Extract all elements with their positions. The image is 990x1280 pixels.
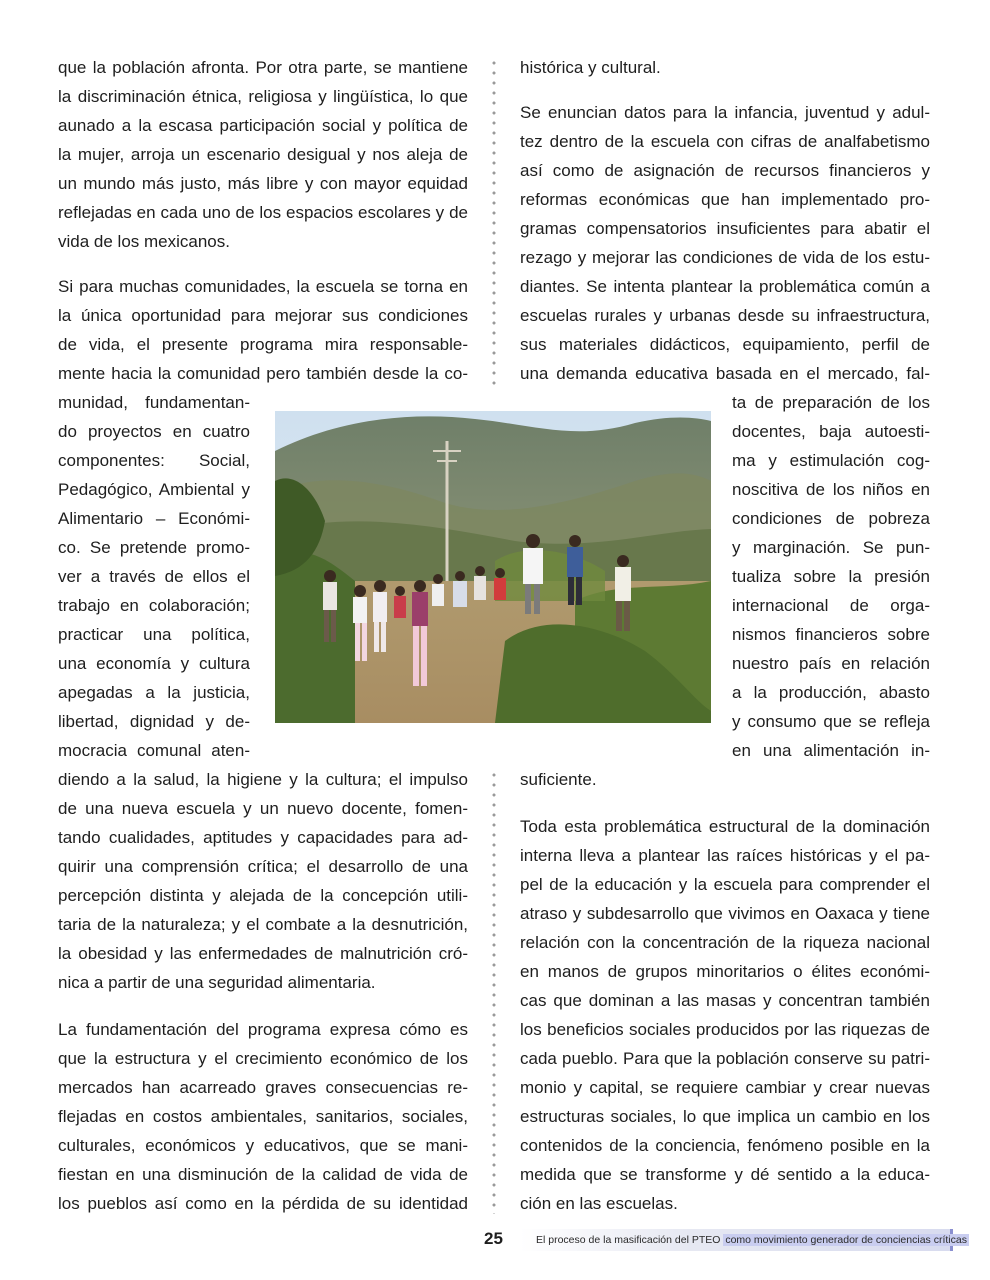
text-line: mocracia comunal aten- <box>58 741 250 760</box>
text-line: aunado a la escasa participación social y política de <box>58 116 468 135</box>
text-line: diantes. Se intenta plantear la problemática común a <box>520 277 930 296</box>
text-line: taria de la naturaleza; y el combate a la desnutrición, <box>58 915 468 934</box>
text-line: tez dentro de la escuela con cifras de analfabetismo <box>520 132 930 151</box>
text-line: gramas compensatorios insuficientes para abatir el <box>520 219 930 238</box>
text-line: reflejadas en cada uno de los espacios escolares y de <box>58 203 468 222</box>
running-footer <box>536 1233 969 1247</box>
text-line: de una nueva escuela y un nuevo docente, fomen- <box>58 799 468 818</box>
text-line: fiestan en una disminución de la calidad de vida de <box>58 1165 468 1184</box>
page-number: 25 <box>484 1229 503 1248</box>
text-line: tando cualidades, aptitudes y capacidades para ad- <box>58 828 468 847</box>
text-line: culturales, económicos y educativos, que se mani- <box>58 1136 468 1155</box>
text-line: atraso y subdesarrollo que vivimos en Oaxaca y tiene <box>520 904 930 923</box>
text-line: La fundamentación del programa expresa cómo es <box>58 1020 468 1039</box>
text-line: monio y capital, se requiere cambiar y crear nuevas <box>520 1078 930 1097</box>
text-line: quirir una comprensión crítica; el desarrollo de una <box>58 857 468 876</box>
text-line: medida que se transforme y dé sentido a la educa- <box>520 1165 930 1184</box>
text-line: relación con la concentración de la riqueza nacional <box>520 933 930 952</box>
text-line: vida de los mexicanos. <box>58 232 230 251</box>
text-line: reformas económicas que han implementado pro- <box>520 190 930 209</box>
text-line: interna lleva a plantear las raíces históricas y el pa- <box>520 846 930 865</box>
text-line: Toda esta problemática estructural de la dominación <box>520 817 930 836</box>
column-divider-top <box>492 58 496 388</box>
text-line: los beneficios sociales producidos por las riquezas de <box>520 1020 930 1039</box>
text-line: la discriminación étnica, religiosa y lingüística, lo que <box>58 87 468 106</box>
text-line: docentes, baja autoesti- <box>732 422 930 441</box>
text-line: a la producción, abasto <box>732 683 930 702</box>
text-line: ma y estimulación cog- <box>732 451 930 470</box>
running-footer-text: El proceso de la masificación del PTEO <box>536 1234 721 1246</box>
text-line: practicar una política, <box>58 625 250 644</box>
text-line: ver a través de ellos el <box>58 567 250 586</box>
text-line: en una alimentación in- <box>732 741 930 760</box>
text-line: una demanda educativa basada en el mercado, fal- <box>520 364 930 383</box>
text-line: munidad, fundamentan- <box>58 393 250 412</box>
text-line: la mujer, arroja un escenario desigual y nos aleja de <box>58 145 468 164</box>
text-line: rezago y mejorar las condiciones de vida de los estu- <box>520 248 930 267</box>
text-line: y consumo que se refleja <box>732 712 930 731</box>
text-line: un mundo más justo, más libre y con mayor equidad <box>58 174 468 193</box>
text-line: Se enuncian datos para la infancia, juventud y adul- <box>520 103 930 122</box>
text-line: en manos de grupos minoritarios o élites económi- <box>520 962 930 981</box>
text-line: sus materiales didácticos, equipamiento, perfil de <box>520 335 930 354</box>
text-line: histórica y cultural. <box>520 58 661 77</box>
text-line: componentes: Social, <box>58 451 250 470</box>
text-line: que la población afronta. Por otra parte, se mantiene <box>58 58 468 77</box>
text-line: así como de asignación de recursos financieros y <box>520 161 930 180</box>
text-line: la única oportunidad para mejorar sus condiciones <box>58 306 468 325</box>
text-line: estructuras sociales, lo que implica un cambio en los <box>520 1107 930 1126</box>
text-line: nica a partir de una seguridad alimentaria. <box>58 973 376 992</box>
text-line: nismos financieros sobre <box>732 625 930 644</box>
text-line: que la estructura y el crecimiento económico de los <box>58 1049 468 1068</box>
text-line: una economía y cultura <box>58 654 250 673</box>
text-line: tualiza sobre la presión <box>732 567 930 586</box>
column-divider-bottom <box>492 770 496 1214</box>
text-line: co. Se pretende promo- <box>58 538 250 557</box>
text-line: ta de preparación de los <box>732 393 930 412</box>
text-line: escuelas rurales y urbanas desde su infraestructura, <box>520 306 930 325</box>
text-line: flejadas en costos ambientales, sanitarios, sociales, <box>58 1107 468 1126</box>
text-line: mercados han acarreado graves consecuencias re- <box>58 1078 468 1097</box>
text-line: nuestro país en relación <box>732 654 930 673</box>
text-line: diendo a la salud, la higiene y la cultura; el impulso <box>58 770 468 789</box>
text-line: y marginación. Se pun- <box>732 538 930 557</box>
text-line: internacional de orga- <box>732 596 930 615</box>
text-line: cas que dominan a las masas y concentran también <box>520 991 930 1010</box>
text-line: apegadas a la justicia, <box>58 683 250 702</box>
running-footer-highlight: como movimiento generador de conciencias críticas <box>725 1234 967 1246</box>
text-line: trabajo en colaboración; <box>58 596 250 615</box>
text-line: pel de la educación y la escuela para comprender el <box>520 875 930 894</box>
text-line: percepción distinta y alejada de la concepción utili- <box>58 886 468 905</box>
text-line: los pueblos así como en la pérdida de su identidad <box>58 1194 468 1213</box>
text-line: Alimentario – Económi- <box>58 509 250 528</box>
text-line: noscitiva de los niños en <box>732 480 930 499</box>
text-line: condiciones de pobreza <box>732 509 930 528</box>
text-line: libertad, dignidad y de- <box>58 712 250 731</box>
text-line: mente hacia la comunidad pero también desde la co- <box>58 364 468 383</box>
text-line: la obesidad y las enfermedades de malnutrición cró- <box>58 944 468 963</box>
text-line: Si para muchas comunidades, la escuela se torna en <box>58 277 468 296</box>
text-line: Pedagógico, Ambiental y <box>58 480 250 499</box>
photo-group-in-field <box>275 411 711 723</box>
photo-illustration <box>275 411 711 723</box>
text-line: suficiente. <box>520 770 597 789</box>
text-line: cada pueblo. Para que la población conserve su patri- <box>520 1049 930 1068</box>
text-line: do proyectos en cuatro <box>58 422 250 441</box>
text-line: contenidos de la conciencia, fenómeno posible en la <box>520 1136 930 1155</box>
text-line: de vida, el presente programa mira responsable- <box>58 335 468 354</box>
text-line: ción en las escuelas. <box>520 1194 678 1213</box>
